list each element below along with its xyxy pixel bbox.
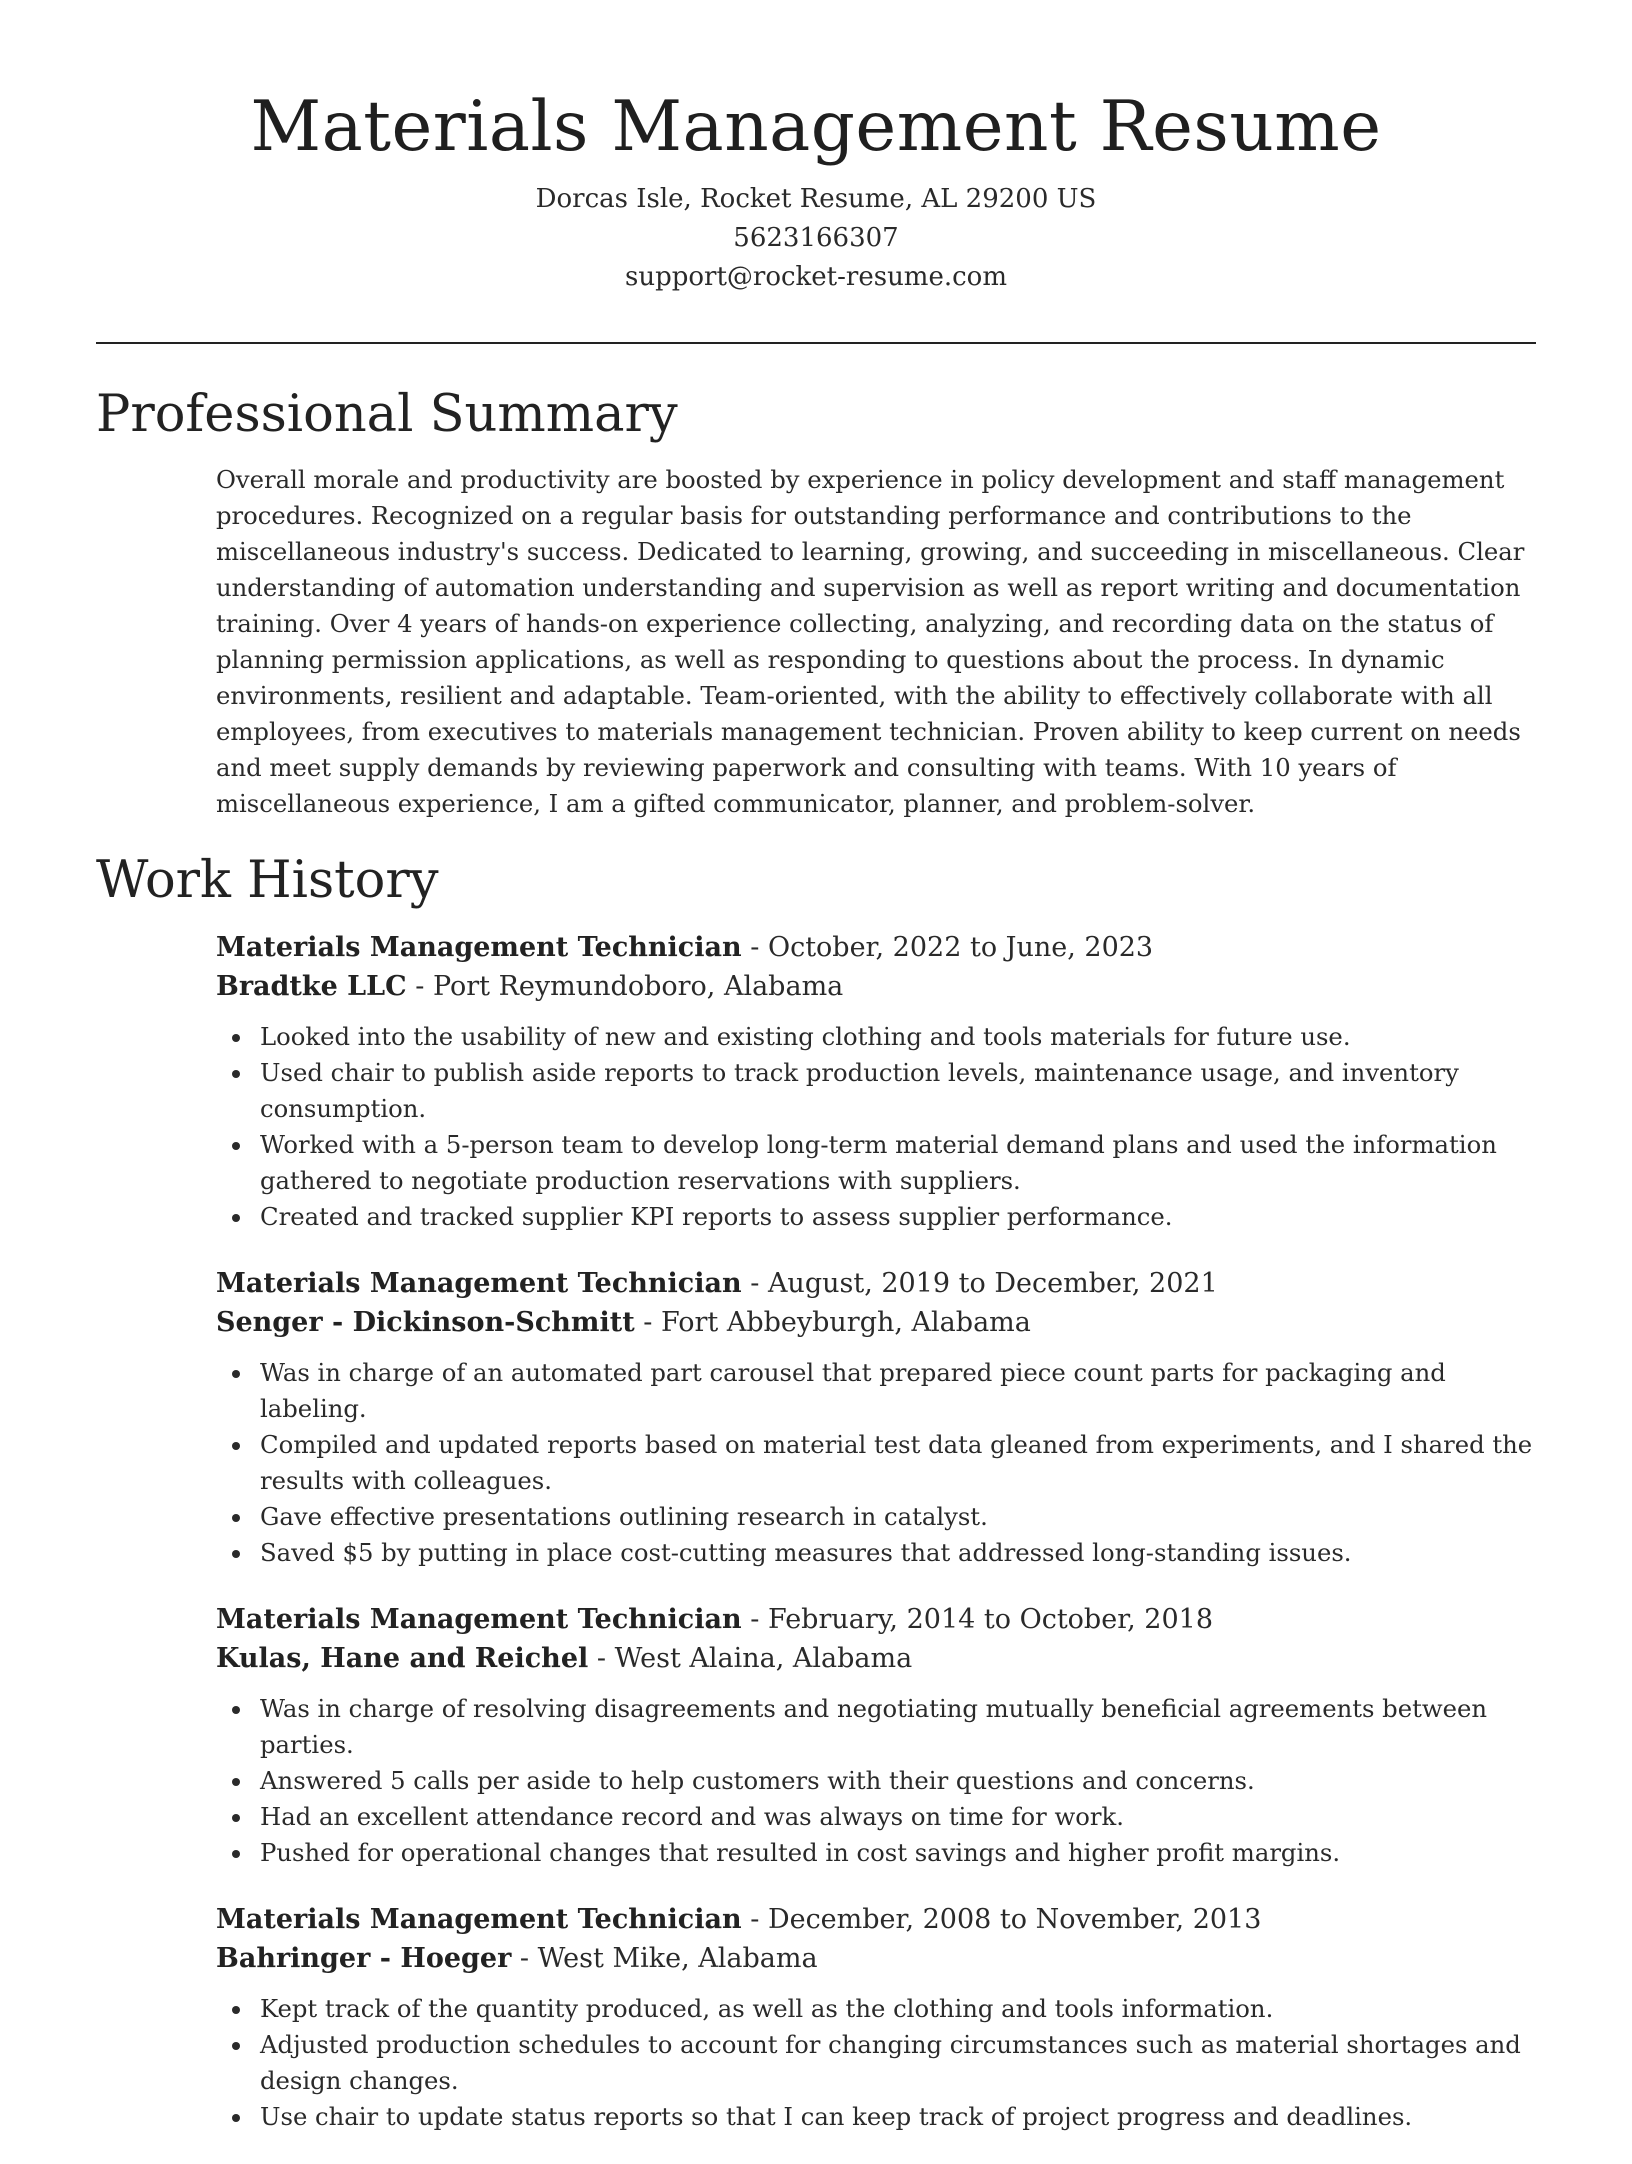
resume-title: Materials Management Resume — [250, 87, 1382, 167]
job-entry — [216, 1600, 1534, 1871]
job-location: Port Reymundoboro, Alabama — [432, 971, 844, 1002]
bullet-item: Worked with a 5-person team to develop long-term material demand plans and used the information gathered to negotiate production reservations with suppliers. — [260, 1127, 1534, 1199]
contact-address: Dorcas Isle, Rocket Resume, AL 29200 US — [535, 184, 1097, 214]
separator: - — [634, 1307, 661, 1338]
job-title-line — [216, 1900, 1534, 1939]
job-company-line — [216, 1939, 1534, 1978]
separator: - — [588, 1643, 615, 1674]
job-title: Materials Management Technician — [216, 1904, 742, 1935]
contact-info — [0, 180, 1632, 297]
job-dates: August, 2019 to December, 2021 — [767, 1268, 1218, 1299]
summary-text: Overall morale and productivity are boosted by experience in policy development and staff management procedures. Recognized on a regular basis for outstanding performance and contributions to the miscellaneous industry's success. Dedicated to learning, growing, and succeeding in miscellaneous. Clear understanding of automation understanding and supervision as well as report writing and documentation training. Over 4 years of hands-on experience collecting, analyzing, and recording data on the status of planning permission applications, as well as responding to questions about the process. In dynamic environments, resilient and adaptable. Team-oriented, with the ability to effectively collaborate with all employees, from executives to materials management technician. Proven ability to keep current on needs and meet supply demands by reviewing paperwork and consulting with teams. With 10 years of miscellaneous experience, I am a gifted communicator, planner, and problem-solver. — [216, 465, 1525, 818]
bullet-item: Adjusted production schedules to account for changing circumstances such as material shortages and design changes. — [260, 2027, 1534, 2099]
bullet-item: Pushed for operational changes that resulted in cost savings and higher profit margins. — [260, 1835, 1534, 1871]
job-entry — [216, 928, 1534, 1235]
bullet-item: Had an excellent attendance record and was always on time for work. — [260, 1799, 1534, 1835]
job-company-line — [216, 1639, 1534, 1678]
separator: - — [406, 971, 433, 1002]
job-title: Materials Management Technician — [216, 1268, 742, 1299]
contact-phone: 5623166307 — [733, 223, 899, 253]
bullet-item: Was in charge of an automated part carousel that prepared piece count parts for packaging and labeling. — [260, 1355, 1534, 1427]
job-entry — [216, 1264, 1534, 1571]
job-location: West Mike, Alabama — [537, 1943, 818, 1974]
bullet-item: Saved $5 by putting in place cost-cutting measures that addressed long-standing issues. — [260, 1535, 1534, 1571]
separator: - — [511, 1943, 538, 1974]
job-bullets — [216, 1991, 1534, 2135]
separator: - — [741, 1268, 768, 1299]
contact-email: support@rocket-resume.com — [624, 262, 1007, 292]
job-dates: December, 2008 to November, 2013 — [767, 1904, 1262, 1935]
job-title: Materials Management Technician — [216, 1604, 742, 1635]
header-divider — [96, 342, 1536, 344]
separator: - — [741, 1604, 768, 1635]
resume-header — [0, 0, 1632, 297]
work-history-heading: Work History — [96, 851, 439, 910]
bullet-item: Gave effective presentations outlining research in catalyst. — [260, 1499, 1534, 1535]
bullet-item: Used chair to publish aside reports to track production levels, maintenance usage, and inventory consumption. — [260, 1055, 1534, 1127]
job-company-line — [216, 1303, 1534, 1342]
summary-heading: Professional Summary — [96, 385, 678, 444]
bullet-item: Created and tracked supplier KPI reports to assess supplier performance. — [260, 1199, 1534, 1235]
job-bullets — [216, 1019, 1534, 1235]
job-dates: February, 2014 to October, 2018 — [767, 1604, 1214, 1635]
job-company: Senger - Dickinson-Schmitt — [216, 1307, 635, 1338]
bullet-item: Answered 5 calls per aside to help customers with their questions and concerns. — [260, 1763, 1534, 1799]
job-location: Fort Abbeyburgh, Alabama — [660, 1307, 1031, 1338]
work-history-list — [216, 928, 1534, 2164]
bullet-item: Kept track of the quantity produced, as well as the clothing and tools information. — [260, 1991, 1534, 2027]
job-bullets — [216, 1691, 1534, 1871]
bullet-item: Use chair to update status reports so that I can keep track of project progress and deadlines. — [260, 2099, 1534, 2135]
job-dates: October, 2022 to June, 2023 — [767, 932, 1154, 963]
separator: - — [741, 932, 768, 963]
job-title-line — [216, 928, 1534, 967]
job-company-line — [216, 967, 1534, 1006]
separator: - — [741, 1904, 768, 1935]
job-bullets — [216, 1355, 1534, 1571]
job-location: West Alaina, Alabama — [614, 1643, 913, 1674]
job-title-line — [216, 1600, 1534, 1639]
bullet-item: Was in charge of resolving disagreements and negotiating mutually beneficial agreements between parties. — [260, 1691, 1534, 1763]
bullet-item: Compiled and updated reports based on material test data gleaned from experiments, and I shared the results with colleagues. — [260, 1427, 1534, 1499]
job-entry — [216, 1900, 1534, 2135]
job-title-line — [216, 1264, 1534, 1303]
job-title: Materials Management Technician — [216, 932, 742, 963]
job-company: Kulas, Hane and Reichel — [216, 1643, 589, 1674]
job-company: Bradtke LLC — [216, 971, 407, 1002]
bullet-item: Looked into the usability of new and existing clothing and tools materials for future use. — [260, 1019, 1534, 1055]
job-company: Bahringer - Hoeger — [216, 1943, 512, 1974]
